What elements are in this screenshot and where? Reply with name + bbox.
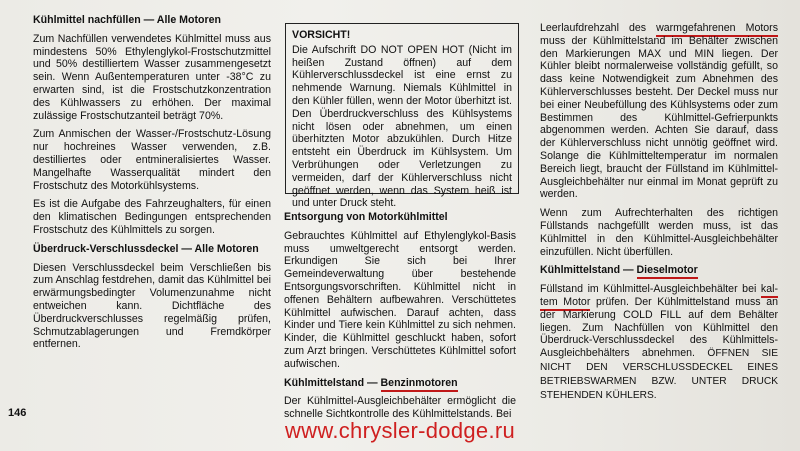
column-right (540, 22, 778, 408)
heading-level-petrol-prefix: Kühlmittelstand — (284, 376, 381, 389)
heading-level-petrol-underlined: Benzinmotoren (381, 377, 458, 392)
column-middle (284, 211, 516, 427)
column-left (33, 14, 271, 357)
heading-disposal: Entsorgung von Motorkühlmittel (284, 211, 448, 223)
paragraph-level-petrol: Der Kühlmittel-Ausgleichbehälter ermöglicht die schnelle Sichtkontrolle des Kühlmittelstands. Bei (284, 395, 516, 421)
heading-level-diesel (540, 264, 778, 277)
heading-level-diesel-prefix: Kühlmittelstand — (540, 264, 637, 277)
paragraph-top-up: Wenn zum Aufrechterhalten des richtigen Füllstands nachgefüllt werden muss, ist das Kühlmittel in den Kühlmittel-Ausgleichbehälter einzufüllen. Nicht überfüllen. (540, 207, 778, 258)
diesel-level-text-a: Füllstand im Kühlmittel-Ausgleichbehälter bei (540, 283, 761, 296)
paragraph-idle-level (540, 22, 778, 201)
diesel-level-caps-warning: ÖFFNEN SIE NICHT DEN VERSCHLUSSDECKEL EINES BETRIEBSWARMEN BZW. UNTER DRUCK STEHENDEN KÜHLERS. (540, 348, 778, 401)
idle-level-underlined: warmgefahrenen Motors (656, 22, 778, 37)
paragraph-owner-duty: Es ist die Aufgabe des Fahrzeughalters, für einen den klimatischen Bedingungen entsprechenden Frostschutz des Kühlmittels zu sorgen. (33, 198, 271, 236)
paragraph-refill-mix: Zum Nachfüllen verwendetes Kühlmittel muss aus mindestens 50% Ethylenglykol-Frostschutzmittel und 50% destilliertem Wasser zusammengesetzt sein. Wenn Außentemperaturen unter -38°C zu erwarten sind, ist die Frostschutzkonzentration des Kühlwassers zu erhöhen. Der maximal zulässige Frostschutzanteil beträgt 70%. (33, 32, 271, 122)
warning-box (285, 23, 519, 210)
diesel-level-underlined-2: tem Motor (540, 296, 590, 311)
diesel-level-underlined-1: kal- (761, 283, 778, 298)
heading-level-petrol (284, 377, 516, 390)
heading-pressure-cap: Überdruck-Verschlussdeckel — Alle Motoren (33, 242, 259, 255)
idle-level-text-b: muss der Kühlmittelstand im Behälter zwischen den Markierungen MAX und MIN liegen. Der Kühler bleibt normalerweise vollständig gefüllt, so dass keine Notwendigkeit zum Abnehmen des Kühlerverschlusses besteht. Der Deckel muss nur bei einer Neubefüllung des Kühlsystems oder zum Bestimmen des Kühlmittel-Gefrierpunkts abgenommen werden. Achten Sie darauf, dass der Kühlerverschluss nicht unnötig geöffnet wird. Solange die Kühlmitteltemperatur im normalen Bereich liegt, braucht der Füllstand im Kühlmittel-Ausgleichbehälter nur einmal im Monat geprüft zu werden. (540, 34, 778, 201)
paragraph-pressure-cap: Diesen Verschlussdeckel beim Verschließen bis zum Anschlag festdrehen, damit das Kühlmittel bei erwärmungsbedingter Volumenzunahme nicht entweichen kann. Dichtfläche des Überdruckverschlusses regelmäßig prüfen, Schmutzablagerungen und Fremdkörper entfernen. (33, 261, 271, 351)
paragraph-disposal: Gebrauchtes Kühlmittel auf Ethylenglykol-Basis muss umweltgerecht entsorgt werden. Erkundigen Sie sich bei Ihrer Gemeindeverwaltung über bestehende Entsorgungsvorschriften. Kühlmittel nicht in offenen Behältern aufbewahren. Verschüttetes Kühlmittel aufwischen. Darauf achten, dass Kinder und Tiere kein Kühlmittel zu sich nehmen. Kinder, die Kühlmittel geschluckt haben, sofort zum Arzt bringen. Verschüttetes Kühlmittel sofort aufwischen. (284, 229, 516, 370)
paragraph-diesel-level (540, 283, 778, 402)
warning-title: VORSICHT! (292, 29, 351, 41)
paragraph-water-quality: Zum Anmischen der Wasser-/Frostschutz-Lösung nur hochreines Wasser verwenden, z.B. destilliertes oder entmineralisiertes Wasser. Mangelhafte Wasserqualität mindert den Frostschutz des Motorkühlsystems. (33, 128, 271, 192)
idle-level-text-a: Leerlaufdrehzahl des (540, 22, 657, 34)
diesel-level-text-b: prüfen. Der Kühlmittelstand muss an der Markierung COLD FILL auf dem Behälter liegen. Zum Nachfüllen von Kühlmittel den Überdruck-Verschlussdeckel des Kühlmittels-Ausgleichbehälters abnehmen. (540, 295, 778, 360)
warning-body: Die Aufschrift DO NOT OPEN HOT (Nicht im heißen Zustand öffnen) auf dem Kühlerverschlussdeckel ist eine ernst zu nehmende Warnung. Niemals Kühlmittel in den Kühler füllen, wenn der Motor überhitzt ist. Den Überdruckverschluss des Kühlsystems nicht lösen oder abnehmen, um einen überhitzten Motor abzukühlen. Durch Hitze entsteht ein Überdruck im Kühlsystem. Um Verbrühungen oder Verletzungen zu vermeiden, darf der Kühlerverschluss nicht geöffnet werden, wenn das System heiß ist und unter Druck steht. (292, 43, 512, 210)
page-number: 146 (8, 407, 27, 419)
heading-refill-coolant: Kühlmittel nachfüllen — Alle Motoren (33, 14, 221, 26)
heading-level-diesel-underlined: Dieselmotor (637, 264, 698, 279)
footer-url: www.chrysler-dodge.ru (284, 418, 516, 443)
